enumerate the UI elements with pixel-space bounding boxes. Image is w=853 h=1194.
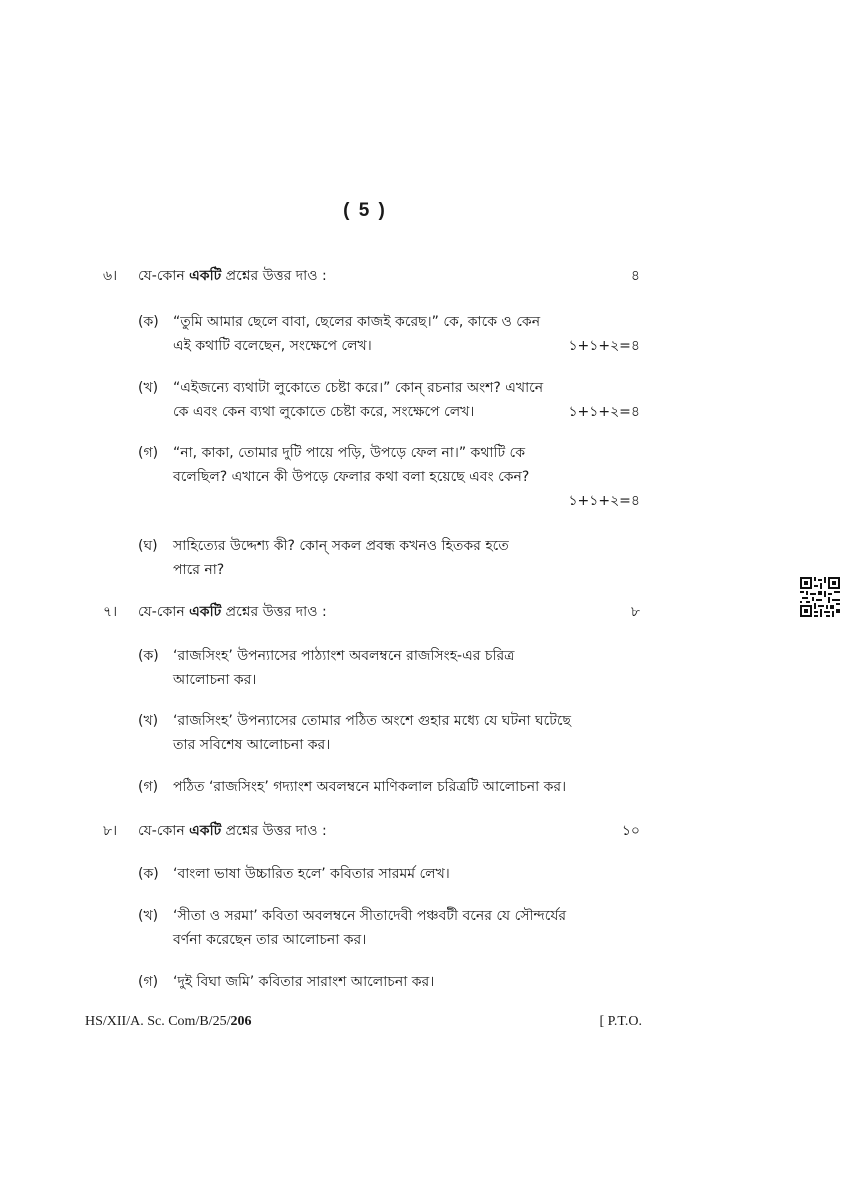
question-8 — [0, 819, 853, 843]
option-label: (ঘ) — [138, 538, 158, 554]
question-instruction: যে-কোন একটি প্রশ্নের উত্তর দাও : — [138, 604, 327, 620]
option-label: (খ) — [138, 713, 159, 729]
option-text: ‘দুই বিঘা জমি’ কবিতার সারাংশ আলোচনা কর। — [173, 974, 435, 990]
option-text: ‘সীতা ও সরমা’ কবিতা অবলম্বনে সীতাদেবী পঞ্চবটী বনের যে সৌন্দর্যের বর্ণনা করেছেন তার আলোচনা কর। — [173, 908, 567, 948]
option-label: (গ) — [138, 974, 159, 990]
option-text: পঠিত ‘রাজসিংহ’ গদ্যাংশ অবলম্বনে মাণিকলাল চরিত্রটি আলোচনা কর। — [173, 779, 567, 795]
option-text: “তুমি আমার ছেলে বাবা, ছেলের কাজই করেছ।” কে, কাকে ও কেন এই কথাটি বলেছেন, সংক্ষেপে লেখ। ১+১+২=৪ — [173, 310, 640, 358]
question-header — [0, 819, 853, 843]
option-label: (ক) — [138, 314, 159, 330]
page-number: ( 5 ) — [343, 200, 387, 221]
please-turn-over: [ P.T.O. — [599, 1014, 642, 1029]
option-label: (গ) — [138, 445, 159, 461]
question-instruction: যে-কোন একটি প্রশ্নের উত্তর দাও : — [138, 823, 327, 839]
question-number: ৮। — [103, 823, 118, 839]
option-text: “এইজন্যে ব্যথাটা লুকোতে চেষ্টা করে।” কোন্ রচনার অংশ? এখানে কে এবং কেন ব্যথা লুকোতে চেষ্টা করে, সংক্ষেপে লেখ। ১+১+২=৪ — [173, 376, 640, 424]
question-number: ৭। — [103, 604, 118, 620]
question-marks: ৪ — [630, 268, 640, 284]
qr-code-icon — [800, 577, 840, 617]
question-header — [0, 600, 853, 624]
option-text: “না, কাকা, তোমার দুটি পায়ে পড়ি, উপড়ে ফেল না।” কথাটি কে বলেছিল? এখানে কী উপড়ে ফেলার কথা বলা হয়েছে এবং কেন? ১+১+২=৪ — [173, 441, 640, 513]
option-text: সাহিত্যের উদ্দেশ্য কী? কোন্ সকল প্রবন্ধ কখনও হিতকর হতে পারে না? — [173, 538, 509, 578]
option-label: (ক) — [138, 648, 159, 664]
question-6 — [0, 264, 853, 288]
question-header — [0, 264, 853, 288]
question-marks: ৮ — [630, 604, 640, 620]
option-label: (খ) — [138, 380, 159, 396]
option-label: (ক) — [138, 866, 159, 882]
question-number: ৬। — [103, 268, 118, 284]
question-instruction: যে-কোন একটি প্রশ্নের উত্তর দাও : — [138, 268, 327, 284]
paper-code: HS/XII/A. Sc. Com/B/25/206 — [85, 1014, 252, 1029]
option-text: ‘বাংলা ভাষা উচ্চারিত হলে’ কবিতার সারমর্ম লেখ। — [173, 866, 450, 882]
option-text: ‘রাজসিংহ’ উপন্যাসের পাঠ্যাংশ অবলম্বনে রাজসিংহ-এর চরিত্র আলোচনা কর। — [173, 648, 515, 688]
question-7 — [0, 600, 853, 624]
option-marks: ১+১+২=৪ — [568, 404, 640, 420]
option-marks: ১+১+২=৪ — [568, 493, 640, 509]
option-label: (গ) — [138, 779, 159, 795]
question-marks: ১০ — [621, 823, 640, 839]
option-text: ‘রাজসিংহ’ উপন্যাসের তোমার পঠিত অংশে গুহার মধ্যে যে ঘটনা ঘটেছে তার সবিশেষ আলোচনা কর। — [173, 713, 571, 753]
option-marks: ১+১+২=৪ — [568, 338, 640, 354]
option-label: (খ) — [138, 908, 159, 924]
